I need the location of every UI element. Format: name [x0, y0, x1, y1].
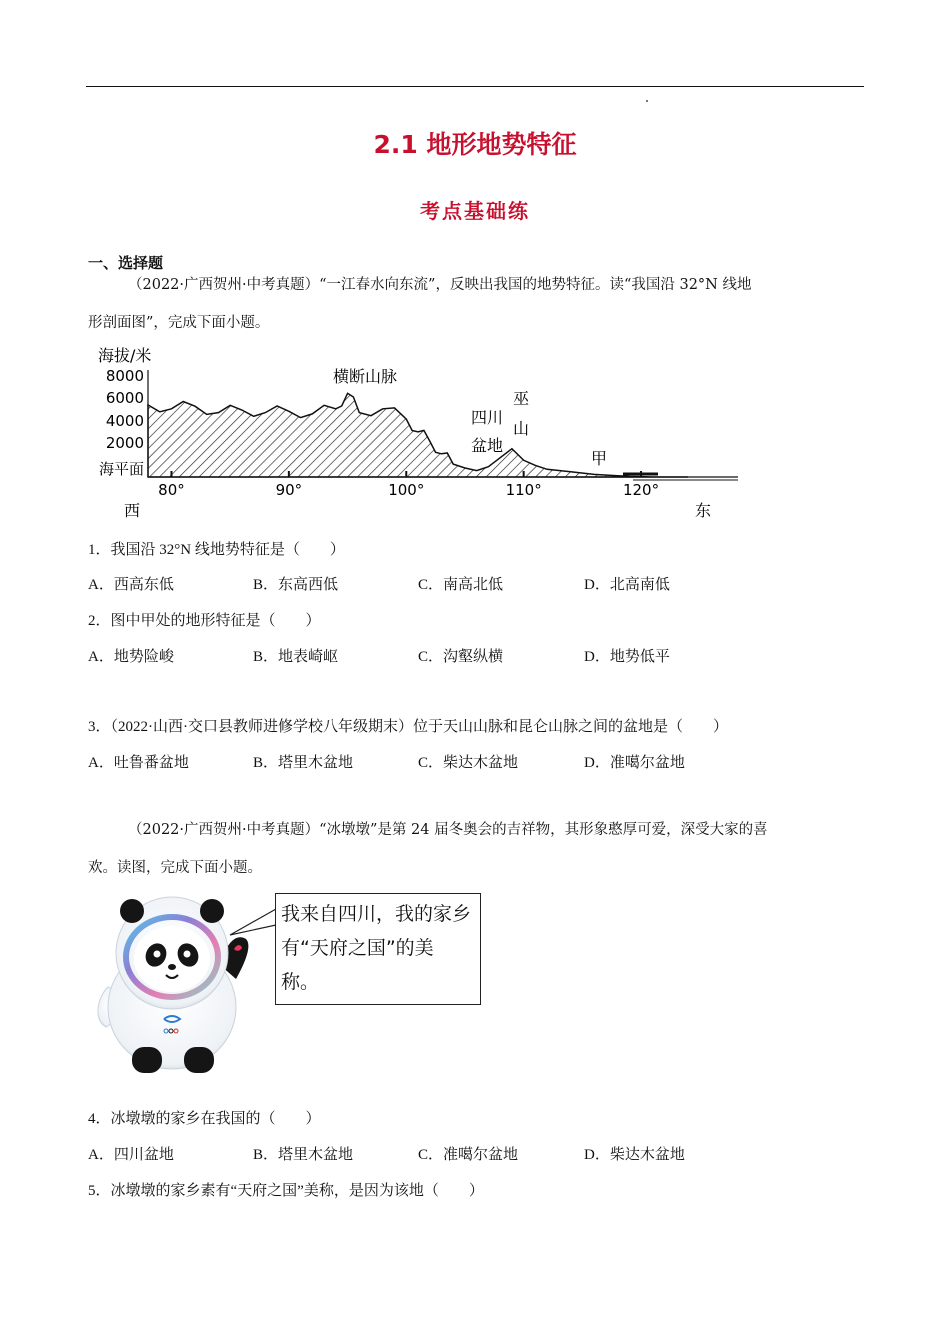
- intro-paragraph-2: [88, 811, 863, 887]
- x-tick-label-0: 80°: [158, 481, 185, 499]
- q3-option-c[interactable]: C．柴达木盆地: [418, 755, 519, 771]
- question-3-number: 3．: [88, 719, 111, 735]
- q1-option-a[interactable]: A．西高东低: [88, 577, 174, 593]
- header-dot: [646, 100, 648, 102]
- q4-option-c[interactable]: C．准噶尔盆地: [418, 1147, 519, 1163]
- x-tick-label-3: 110°: [505, 481, 542, 499]
- q1-option-c[interactable]: C．南高北低: [418, 577, 504, 593]
- x-tick-label-1: 90°: [275, 481, 303, 499]
- q1-option-d[interactable]: D．北高南低: [584, 577, 670, 593]
- question-5-number: 5．: [88, 1183, 111, 1199]
- q1-option-b[interactable]: B．东高西低: [253, 577, 339, 593]
- label-east: 东: [695, 501, 712, 520]
- y-tick-2000: 2000: [105, 434, 144, 452]
- label-west: 西: [124, 501, 141, 520]
- speech-line-3: 称。: [281, 971, 320, 993]
- q2-option-b[interactable]: B．地表崎岖: [253, 649, 339, 665]
- mascot-nose: [168, 964, 176, 970]
- label-shan: 山: [513, 419, 530, 438]
- question-2-text: 图中甲处的地形特征是（ ）: [110, 613, 321, 629]
- intro-paragraph-1: [88, 266, 863, 342]
- header-rule: [86, 86, 864, 87]
- question-1-text: 我国沿 32°N 线地势特征是（ ）: [110, 542, 345, 558]
- question-4-number: 4．: [88, 1111, 111, 1127]
- intro1-line1: （2022·广西贺州·中考真题）“一江春水向东流”，反映出我国的地势特征。读“我国沿 32°N 线地: [128, 277, 752, 293]
- q3-option-a[interactable]: A．吐鲁番盆地: [88, 755, 189, 771]
- mascot-left-leg: [132, 1047, 162, 1073]
- mascot-left-ear: [120, 899, 144, 923]
- page-title: 2.1 地形地势特征: [373, 130, 577, 159]
- y-axis-label: 海拔/米: [98, 346, 152, 365]
- q4-option-a[interactable]: A．四川盆地: [88, 1147, 174, 1163]
- q2-option-a[interactable]: A．地势险峻: [88, 649, 174, 665]
- question-4: [88, 1107, 321, 1128]
- mascot-left-eye: [154, 951, 161, 958]
- speech-line-2: 有“天府之国”的美: [281, 937, 434, 959]
- y-tick-sea-level: 海平面: [98, 460, 144, 478]
- label-sichuan-1: 四川: [471, 408, 504, 427]
- mascot-face: [134, 926, 210, 992]
- question-1: [88, 538, 345, 559]
- speech-bubble: [275, 893, 481, 1005]
- label-hengduan-mountains: 横断山脉: [333, 367, 398, 386]
- q4-option-d[interactable]: D．柴达木盆地: [584, 1147, 685, 1163]
- q2-option-d[interactable]: D．地势低平: [584, 649, 670, 665]
- label-wu: 巫: [513, 389, 530, 408]
- mascot-right-ear: [200, 899, 224, 923]
- question-4-text: 冰墩墩的家乡在我国的（ ）: [110, 1111, 321, 1127]
- section-heading: 一、选择题: [88, 254, 164, 272]
- q3-option-b[interactable]: B．塔里木盆地: [253, 755, 354, 771]
- y-tick-4000: 4000: [105, 412, 144, 430]
- intro1-line2: 形剖面图”，完成下面小题。: [88, 315, 270, 331]
- page-subtitle: 考点基础练: [420, 199, 530, 223]
- mascot-right-leg: [184, 1047, 214, 1073]
- x-tick-label-4: 120°: [622, 481, 660, 499]
- y-tick-8000: 8000: [105, 367, 144, 385]
- intro2-line2: 欢。读图，完成下面小题。: [88, 860, 262, 876]
- question-3-text: （2022·山西·交口县教师进修学校八年级期末）位于天山山脉和昆仑山脉之间的盆地是（ ）: [110, 719, 729, 735]
- label-jia: 甲: [591, 449, 608, 468]
- q2-option-c[interactable]: C．沟壑纵横: [418, 649, 504, 665]
- mascot-right-eye: [184, 951, 191, 958]
- question-2: [88, 609, 321, 630]
- label-sichuan-2: 盆地: [471, 436, 504, 455]
- question-1-number: 1．: [88, 542, 111, 558]
- question-3: [88, 715, 728, 736]
- x-tick-label-2: 100°: [388, 481, 425, 499]
- q3-option-d[interactable]: D．准噶尔盆地: [584, 755, 685, 771]
- y-tick-6000: 6000: [105, 389, 144, 407]
- terrain-profile-chart: [88, 340, 748, 525]
- q4-option-b[interactable]: B．塔里木盆地: [253, 1147, 354, 1163]
- speech-pointer: [228, 905, 280, 945]
- speech-line-1: 我来自四川，我的家乡: [281, 903, 472, 925]
- question-5-text: 冰墩墩的家乡素有“天府之国”美称，是因为该地（ ）: [110, 1183, 484, 1199]
- question-2-number: 2．: [88, 613, 111, 629]
- question-5: [88, 1179, 484, 1200]
- intro2-line1: （2022·广西贺州·中考真题）“冰墩墩”是第 24 届冬奥会的吉祥物，其形象憨厚可爱，深受大家的喜: [128, 822, 768, 838]
